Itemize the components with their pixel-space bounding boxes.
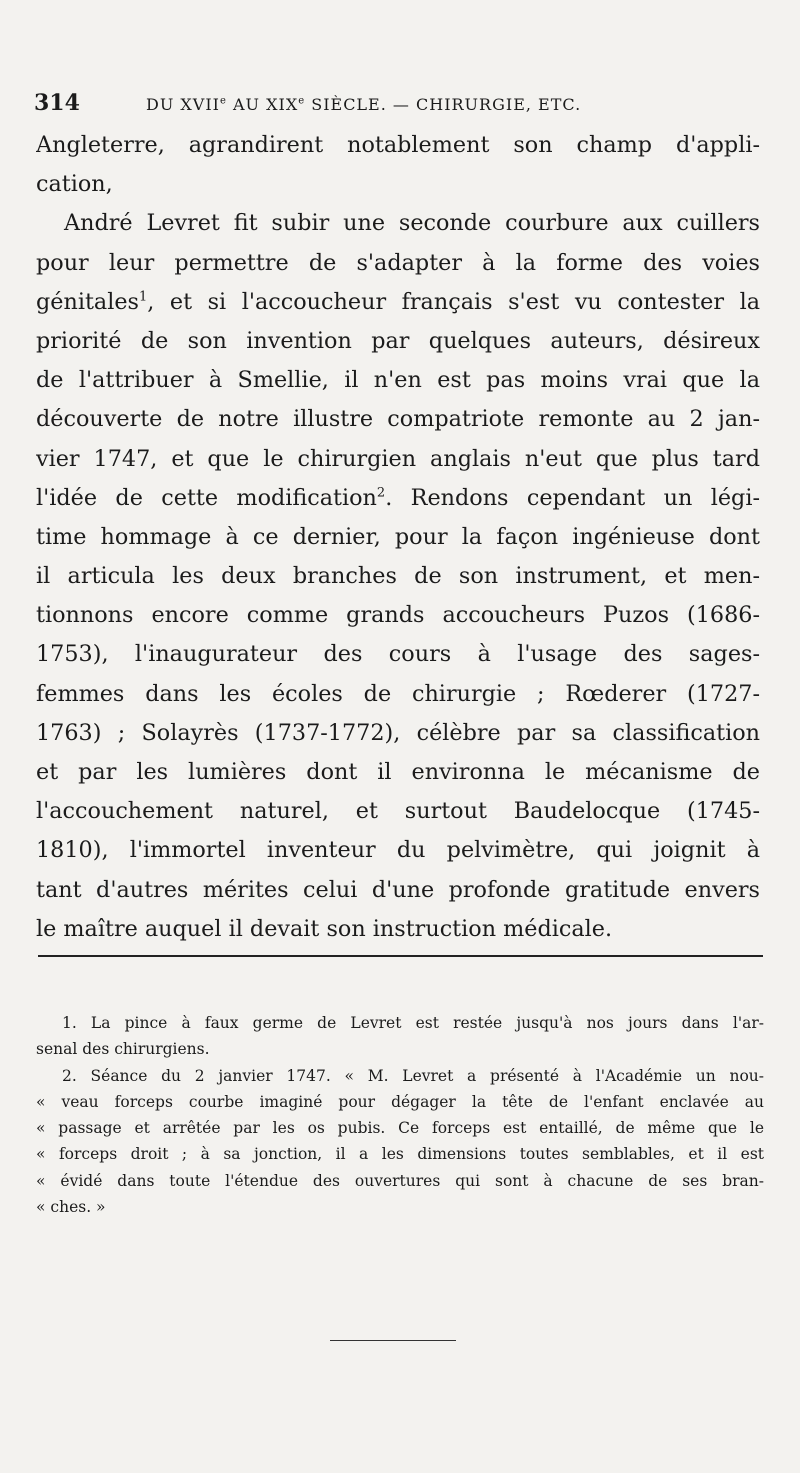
body-line: tionnons encore comme grands accoucheurs Puzos (1686- — [36, 602, 760, 629]
body-line: le maître auquel il devait son instruction médicale. — [36, 915, 613, 942]
body-line: 1753), l'inaugurateur des cours à l'usage des sages- — [36, 641, 760, 668]
body-line: 1763) ; Solayrès (1737-1772), célèbre par sa classification — [36, 719, 760, 746]
footnote-line: « passage et arrêtée par les os pubis. Ce forceps est entaillé, de même que le — [36, 1119, 764, 1138]
footnote-line: « ches. » — [36, 1198, 106, 1217]
body-line: découverte de notre illustre compatriote remonte au 2 jan- — [36, 406, 760, 433]
footnote-separator-rule — [38, 955, 763, 957]
body-line: André Levret fit subir une seconde courbure aux cuillers — [64, 210, 760, 237]
footnote-ref: 2 — [376, 485, 386, 501]
body-line: 1810), l'immortel inventeur du pelvimètre, qui joignit à — [36, 837, 760, 864]
footnote-line: « veau forceps courbe imaginé pour dégager la tête de l'enfant enclavée au — [36, 1092, 764, 1111]
footnote-line: « forceps droit ; à sa jonction, il a les dimensions toutes semblables, et il est — [36, 1145, 764, 1164]
body-line: priorité de son invention par quelques auteurs, désireux — [36, 327, 760, 354]
body-line: pour leur permettre de s'adapter à la forme des voies — [36, 249, 760, 276]
body-line: l'idée de cette modification$^2$. Rendons cependant un légi- — [36, 484, 760, 511]
footnote-line: « évidé dans toute l'étendue des ouvertures qui sont à chacune de ses bran- — [36, 1171, 764, 1190]
footnote-line: 2. Séance du 2 janvier 1747. « M. Levret a présenté à l'Académie un nou- — [62, 1066, 764, 1085]
body-line: et par les lumières dont il environna le mécanisme de — [36, 759, 760, 785]
body-line: l'accouchement naturel, et surtout Baudelocque (1745- — [36, 798, 760, 825]
footnote-ref: 1 — [138, 289, 148, 305]
body-line: tant d'autres mérites celui d'une profonde gratitude envers — [36, 876, 760, 903]
footnote-line: senal des chirurgiens. — [36, 1040, 210, 1059]
body-line: cation, — [36, 171, 113, 198]
footnotes — [36, 1010, 764, 1220]
end-rule — [330, 1340, 456, 1341]
footnote-line: 1. La pince à faux germe de Levret est restée jusqu'à nos jours dans l'ar- — [62, 1014, 764, 1032]
body-text — [36, 126, 760, 949]
running-head — [34, 90, 764, 120]
page-number: 314 — [34, 90, 80, 116]
body-line: femmes dans les écoles de chirurgie ; Rœderer (1727- — [36, 680, 760, 707]
body-line: génitales$^1$, et si l'accoucheur français s'est vu contester la — [36, 288, 760, 315]
body-line: Angleterre, agrandirent notablement son champ d'appli- — [36, 132, 760, 158]
body-line: time hommage à ce dernier, pour la façon ingénieuse dont — [36, 523, 760, 550]
running-title: DU XVIIe AU XIXe SIÈCLE. — CHIRURGIE, ETC. — [146, 95, 582, 114]
body-line: vier 1747, et que le chirurgien anglais n'eut que plus tard — [36, 445, 760, 472]
body-line: il articula les deux branches de son instrument, et men- — [36, 563, 760, 590]
body-line: de l'attribuer à Smellie, il n'en est pas moins vrai que la — [36, 367, 760, 394]
